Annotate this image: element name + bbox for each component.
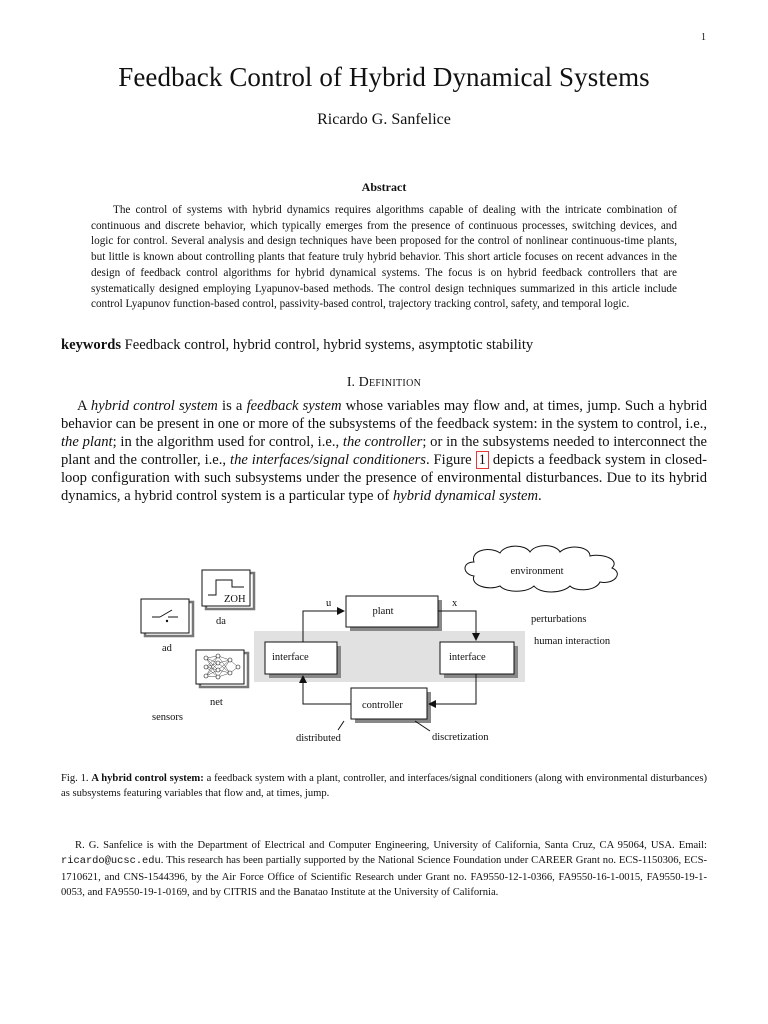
abstract-text: The control of systems with hybrid dynamics requires algorithms capable of dealing with the intricate combination of continuous and discrete behavior, which typically emerges from the presence of continuous processes, switching devices, and logic for control. Several analysis and design techniques have been proposed for the control of nonlinear continuous-time plants, but little is known about controlling plants that feature truly hybrid behavior. This short article focuses on recent advances in the design of feedback control algorithms for hybrid dynamical systems. The focus is on hybrid feedback controllers that are systematically designed employing Lyapunov-based methods. The control design techniques summarized in this article include control Lyapunov function-based control, passivity-based control, trajectory tracking control, safety, and temporal logic. <box>91 204 677 311</box>
figure-diagram <box>0 540 768 770</box>
paragraph-text: is a <box>217 398 247 414</box>
figure-caption <box>61 771 707 801</box>
keywords-label: keywords <box>61 337 121 353</box>
paragraph-text: ; in the algorithm used for control, i.e., <box>112 434 343 451</box>
perturbations-label: perturbations <box>531 614 587 625</box>
distributed-pointer <box>338 721 344 730</box>
caption-bold: A hybrid control system: <box>91 773 204 784</box>
controller-label: controller <box>362 700 403 711</box>
zoh-label: ZOH <box>224 594 246 605</box>
section-number: I. <box>346 375 356 390</box>
abstract-heading: Abstract <box>361 180 407 194</box>
da-label: da <box>216 616 226 627</box>
net-label: net <box>210 697 223 708</box>
emph-the-controller: the controller <box>342 434 423 451</box>
affiliation-footnote <box>61 838 707 901</box>
interface-left-label: interface <box>272 652 309 663</box>
interface-right-label: interface <box>449 652 486 663</box>
emph-the-plant: the plant <box>61 434 113 451</box>
emph-feedback-system: feedback system <box>246 398 342 414</box>
distributed-label: distributed <box>296 733 341 744</box>
author-name: Ricardo G. Sanfelice <box>317 111 451 128</box>
page-number: 1 <box>701 32 706 43</box>
paragraph-text: whose variables may flow and, at times, jump. Such a hybrid behavior can be present in one or more of the subsystems of the feedback system: in the system to control, i.e., <box>61 398 708 433</box>
ad-label: ad <box>162 643 172 654</box>
human-interaction-label: human interaction <box>534 636 611 647</box>
paragraph-text: depicts a feedback system in closed-loop configuration with such subsystems under the presence of environmental disturbances. Due to its hybrid dynamics, a hybrid control system is a particular type of <box>61 452 707 505</box>
sensors-label: sensors <box>152 712 183 723</box>
u-label: u <box>326 598 332 609</box>
caption-prefix: Fig. 1. <box>61 773 92 784</box>
plant-label: plant <box>372 606 394 617</box>
keywords-text: Feedback control, hybrid control, hybrid systems, asymptotic stability <box>124 337 534 353</box>
footnote-text: . This research has been partially supported by the National Science Foundation under CAREER Grant no. ECS-1150306, ECS-1710621, and CNS-1544396, by the Air Force Office of Scientific Research under Grant no. FA9550-12-1-0366, FA9550-16-1-0015, FA9550-19-1-0053, and FA9550-19-1-0169, and by CITRIS and the Banatao Institute at the University of California. <box>61 855 707 899</box>
x-label: x <box>452 598 458 609</box>
paragraph-text: A <box>77 398 91 414</box>
emph-hybrid-dynamical-system: hybrid dynamical system <box>392 488 539 505</box>
paragraph-text: ; or in the subsystems needed to interconnect the plant and the controller, i.e., <box>61 434 707 469</box>
switch-icon <box>141 599 189 633</box>
figure-hybrid-control-system <box>0 540 768 770</box>
keywords-line <box>61 337 711 354</box>
email-link[interactable]: ricardo@ucsc.edu <box>61 855 161 868</box>
definition-paragraph <box>61 397 707 506</box>
paper-title: Feedback Control of Hybrid Dynamical Systems <box>118 62 650 92</box>
section-heading <box>0 375 768 391</box>
paragraph-text: . <box>538 488 542 505</box>
discretization-label: discretization <box>432 732 489 743</box>
switch-contact <box>166 620 168 622</box>
figure-reference-link[interactable]: 1 <box>476 451 489 469</box>
environment-label: environment <box>510 566 564 577</box>
emph-interfaces: the interfaces/signal conditioners <box>230 452 426 469</box>
emph-hybrid-control-system: hybrid control system <box>90 398 218 414</box>
paragraph-text: . Figure <box>425 452 476 469</box>
section-title: Definition <box>358 375 422 390</box>
footnote-text: R. G. Sanfelice is with the Department of Electrical and Computer Engineering, University of California, Santa Cruz, CA 95064, USA. Email: <box>75 840 707 851</box>
caption-text: a feedback system with a plant, controller, and interfaces/signal conditioners (along with environmental disturbances) as subsystems featuring variables that flow and, at times, jump. <box>61 773 707 799</box>
